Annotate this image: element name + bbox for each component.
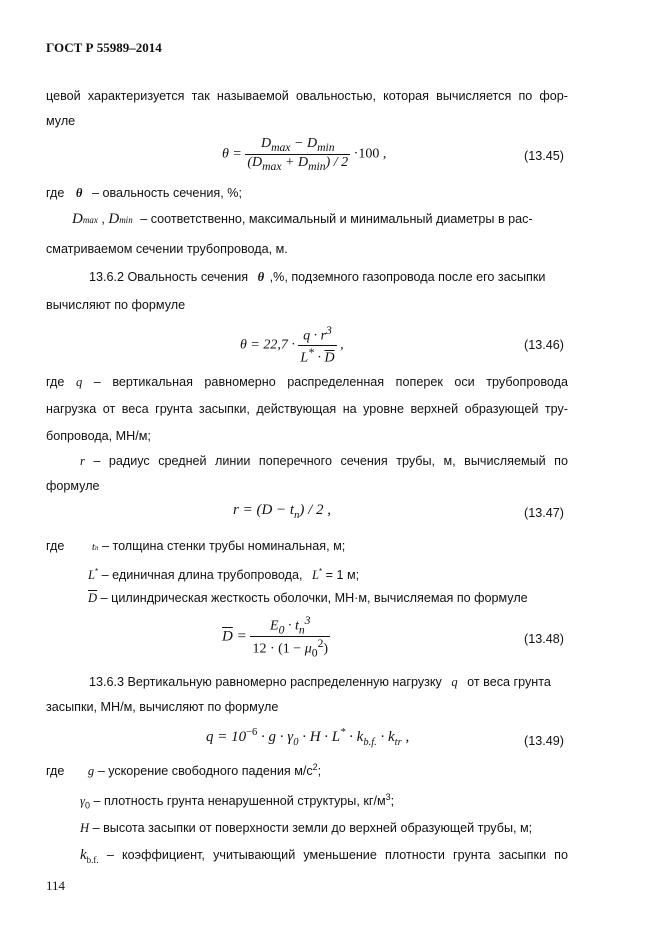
definition-tn: где tn – толщина стенки трубы номинальная, м;	[46, 539, 346, 553]
equation-number: (13.45)	[524, 149, 564, 163]
definition-text: – единичная длина трубопровода,	[101, 568, 303, 583]
definition-H: H – высота засыпки от поверхности земли до верхней образующей трубы, м;	[80, 821, 533, 835]
definition-theta: где θ – овальность сечения, %;	[46, 186, 242, 200]
definition-text: – высота засыпки от поверхности земли до верхней образующей трубы, м;	[92, 821, 533, 835]
formula-13-48: $\overline{D}$ = $\frac{E_0 \cdot t_n^3}{12 \cdot (1 - \mu_0^2)}$	[222, 614, 329, 660]
text-line: вычисляют по формуле	[46, 298, 186, 312]
text-line: муле	[46, 114, 76, 128]
definition-r: r – радиус средней линии поперечного сечения трубы, м, вычисляемый по	[80, 454, 568, 468]
definition-dmax-dmin: Dmax , Dmin – соответственно, максимальный и минимальный диаметры в рас-	[72, 211, 533, 227]
definition-text: – коэффициент, учитывающий уменьшение плотности грунта засыпки по	[106, 848, 568, 862]
superscript: 3	[385, 792, 391, 802]
equation-number: (13.48)	[524, 632, 564, 646]
equation-number: (13.46)	[524, 338, 564, 352]
definition-value: = 1 м;	[325, 568, 360, 583]
label-where: где	[46, 539, 65, 553]
formula-13-46: θ = 22,7 · $\frac{q \cdot r^3}{L^* \cdot \overline{D}}$ ,	[240, 324, 344, 366]
text-line: бопровода, МН/м;	[46, 429, 151, 443]
formula-13-47: $r = (D - t_n) / 2$ ,	[233, 502, 331, 521]
text-line: сматриваемом сечении трубопровода, м.	[46, 242, 288, 256]
superscript: 2	[312, 762, 318, 772]
definition-text: – соответственно, максимальный и минимальный диаметры в рас-	[140, 212, 533, 226]
section-text: 13.6.3 Вертикальную равномерно распределенную нагрузку	[89, 675, 442, 689]
section-text: от веса грунта	[467, 675, 551, 689]
definition-text: – толщина стенки трубы номинальная, м;	[101, 539, 346, 553]
definition-g: где g – ускорение свободного падения $м/с^2$;	[46, 762, 322, 779]
section-text: 13.6.2 Овальность сечения	[89, 270, 249, 284]
definition-text: – цилиндрическая жесткость оболочки, МН·м, вычисляемая по формуле	[100, 591, 528, 605]
formula-13-49: $q = 10^{-6} \cdot g \cdot \gamma_0 \cdot H \cdot L^* \cdot k_{b.f.} \cdot k_{tr}$ ,	[206, 727, 410, 748]
page-number: 114	[46, 878, 66, 893]
punctuation: ;	[390, 794, 395, 809]
definition-text: – ускорение свободного падения м/с	[97, 764, 313, 779]
section-text: ,%, подземного газопровода после его засыпки	[269, 270, 546, 284]
definition-L: L* – единичная длина трубопровода, L* = 1 м;	[88, 567, 360, 583]
definition-D: $\overline{D}$ – цилиндрическая жесткость оболочки, МН·м, вычисляемая по формуле	[88, 591, 528, 605]
section-13-6-3: 13.6.3 Вертикальную равномерно распределенную нагрузку q от веса грунта	[89, 675, 551, 689]
definition-text: – радиус средней линии поперечного сечения трубы, м, вычисляемый по	[93, 454, 568, 468]
definition-text: – овальность сечения, %;	[91, 186, 242, 200]
text-line: засыпки, МН/м, вычисляют по формуле	[46, 700, 279, 714]
section-13-6-2: 13.6.2 Овальность сечения θ ,%, подземного газопровода после его засыпки	[89, 270, 546, 284]
label-where: где	[46, 375, 65, 389]
definition-text: – вертикальная равномерно распределенная поперек оси трубопровода	[93, 375, 568, 389]
label-where: где	[46, 186, 65, 200]
definition-q: где q – вертикальная равномерно распределенная поперек оси трубопровода	[46, 375, 568, 389]
punctuation: ;	[317, 764, 322, 779]
label-where: где	[46, 764, 65, 779]
standard-header: ГОСТ Р 55989–2014	[46, 40, 162, 55]
definition-kbf: $k_{b.f.}$ – коэффициент, учитывающий уменьшение плотности грунта засыпки по	[80, 847, 568, 865]
text-line: формуле	[46, 479, 100, 493]
text-line: цевой характеризуется так называемой овальностью, которая вычисляется по фор-	[46, 89, 568, 103]
equation-number: (13.49)	[524, 734, 564, 748]
definition-text: – плотность грунта ненарушенной структуры, кг/м	[93, 794, 386, 809]
definition-gamma: $\gamma_0$ – плотность грунта ненарушенной структуры, $кг/м^3$;	[80, 792, 395, 811]
text-line: нагрузка от веса грунта засыпки, действующая на уровне верхней образующей тру-	[46, 402, 568, 416]
formula-13-45: θ = $\frac{D_{max} - D_{min}}{(D_{max} + D_{min}) / 2}$ ·100 ,	[222, 136, 387, 173]
equation-number: (13.47)	[524, 506, 564, 520]
